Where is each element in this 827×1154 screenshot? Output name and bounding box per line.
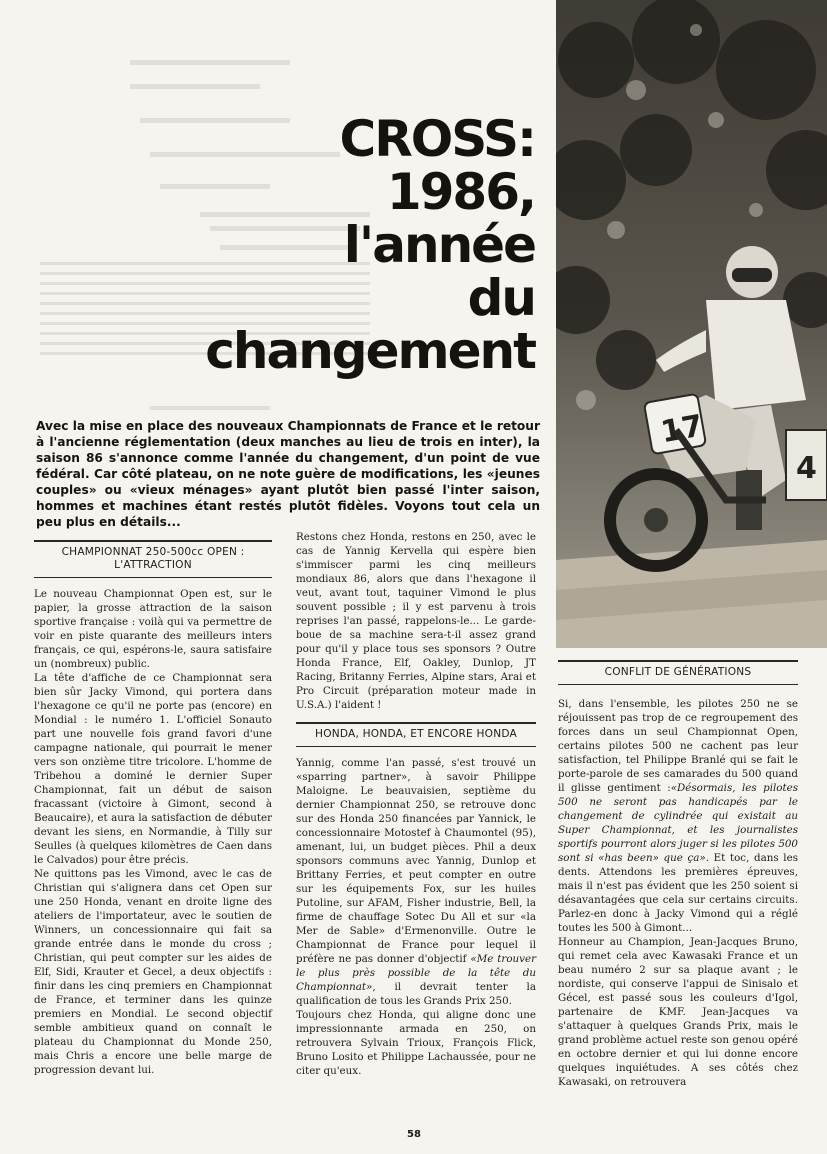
headline-line-3: l'année [343, 216, 535, 274]
column-2 [296, 530, 536, 1078]
intro-paragraph: Avec la mise en place des nouveaux Championnats de France et le retour à l'ancienne réglementation (deux manches au lieu de trois en inter), la saison 86 s'annonce comme l'année du changement, d'un point de vue fédéral. Car côté plateau, on ne note guère de modifications, les «jeunes couples» ou «vieux ménages» ayant plutôt bien passé l'inter saison, hommes et machines étant restés plutôt fidèles. Voyons tout cela un peu plus en détails... [36, 419, 540, 529]
text-run: , il devrait tenter la qualification de tous les Grands Prix 250. [296, 981, 536, 1007]
column-3 [558, 660, 798, 1089]
paragraph: Le nouveau Championnat Open est, sur le papier, la grosse attraction de la saison sportive française : voilà qui va permettre de voir en piste quarante des meilleurs inters français, ce qui, espérons-le, saura satisfaire un (nombreux) public. [34, 588, 272, 670]
text-run: Yannig, comme l'an passé, s'est trouvé un «sparring partner», à savoir Philippe Maloigne. Le beauvaisien, septième du dernier Championnat 250, se retrouve donc sur des Honda 250 financées par Yannick, le concessionnaire Motostef à Chaumontel (95), amenant, lui, un budget pièces. Phil a deux sponsors communs avec Yannig, Dunlop et Brittany Ferries, et peut compter en outre sur les équipements Fox, sur les huiles Putoline, sur AFAM, Fisher industrie, Bell, la firme de chauffage Sotec Du All et sur «la Mer de Sable» d'Ermenonville. Outre le Championnat de France pour lequel il préfère ne pas donner d'objectif [296, 757, 536, 965]
headline [95, 112, 535, 378]
plate-number: 17 [658, 408, 706, 451]
quote: «Désormais, les pilotes 500 ne seront pas handicapés par le changement de cylindrée qui existait au Super Championnat, et les journalistes sportifs pourront alors juger si les pilotes 500 sont si «has been» que ça» [558, 782, 798, 864]
quote: «Me trouver le plus près possible de la tête du Championnat» [296, 953, 536, 993]
headline-line-5: changement [205, 322, 535, 380]
motocross-photo [556, 0, 827, 648]
paragraph: Ne quittons pas les Vimond, avec le cas de Christian qui s'alignera dans cet Open sur une 250 Honda, venant en droite ligne des ateliers de l'importateur, avec le soutien de Winners, un concessionnaire qui fait sa grande entrée dans le monde du cross ; Christian, qui peut compter sur les aides de Elf, Sidi, Krauter et Gecel, a deux objectifs : finir dans les cinq premiers en Championnat de France, et terminer dans les quinze premiers en Mondial. Le second objectif semble ambitieux quand on connaît le plateau du Championnat du Monde 250, mais Chris a encore une belle marge de progression devant lui. [34, 868, 272, 1076]
paragraph [558, 697, 798, 935]
headline-line-2: 1986, [386, 163, 535, 221]
headline-line-4: du [467, 269, 535, 327]
headline-line-1: CROSS: [339, 110, 535, 168]
section-heading-conflit: CONFLIT DE GÉNÉRATIONS [558, 660, 798, 685]
section-heading-honda: HONDA, HONDA, ET ENCORE HONDA [296, 722, 536, 747]
paragraph [296, 756, 536, 1008]
text-run: . Et toc, dans les dents. Attendons les premières épreuves, mais il n'est pas évident que les 250 soient si désavantagées que cela sur certains circuits. Parlez-en donc à Jacky Vimond qui a réglé toutes les 500 à Gimont... [558, 852, 798, 934]
paragraph: Restons chez Honda, restons en 250, avec le cas de Yannig Kervella qui espère bien s'immiscer parmi les cinq meilleurs mondiaux 86, alors que dans l'hexagone il veut, avant tout, taquiner Vimond le plus souvent possible ; il y est parvenu à trois reprises l'an passé, rappelons-le... Le garde-boue de sa machine sera-t-il assez grand pour qu'il y place tous ses sponsors ? Outre Honda France, Elf, Oakley, Dunlop, JT Racing, Britanny Ferries, Alpine stars, Arai et Pro Circuit (préparation moteur made in U.S.A.) l'aident ! [296, 531, 536, 711]
plate-number-2: 4 [796, 451, 817, 486]
paragraph: La tête d'affiche de ce Championnat sera bien sûr Jacky Vimond, qui portera dans l'hexagone ce qu'il ne porte pas (encore) en Mondial : le numéro 1. L'officiel Sonauto part une nouvelle fois grand favori d'une campagne nationale, qui pourrait le mener vers son onzième titre tricolore. L'homme de Tribehou a dominé le dernier Super Championnat, fait un début de saison fracassant (victoire à Gimont, second à Beaucaire), et aura la satisfaction de débuter devant les siens, en Normandie, à Tilly sur Seulles (à quelques kilomètres de Caen dans le Calvados) pour être précis. [34, 672, 272, 866]
paragraph: Honneur au Champion, Jean-Jacques Bruno, qui remet cela avec Kawasaki France et un beau numéro 2 sur sa plaque avant ; le nordiste, qui conserve l'appui de Sinisalo et Gécel, est passé sous les couleurs d'Igol, partenaire de KMF. Jean-Jacques va s'attaquer à quelques Grands Prix, mais le grand problème actuel reste son genou opéré en octobre dernier et qui lui donne encore quelques inquiétudes. A ses côtés chez Kawasaki, on retrouvera [558, 936, 798, 1088]
column-1 [34, 540, 272, 1077]
text-run: Si, dans l'ensemble, les pilotes 250 ne se réjouissent pas trop de ce regroupement des forces dans un seul Championnat Open, certains pilotes 500 ne cachent pas leur satisfaction, tel Philippe Branlé qui se fait le porte-parole de ses camarades du 500 quand il glisse gentiment : [558, 698, 798, 794]
section-heading-open: CHAMPIONNAT 250-500cc OPEN : L'ATTRACTION [34, 540, 272, 578]
page-number: 58 [407, 1129, 421, 1140]
paragraph: Toujours chez Honda, qui aligne donc une impressionnante armada en 250, on retrouvera Sylvain Trioux, François Flick, Bruno Losito et Philippe Lachaussée, pour ne citer qu'eux. [296, 1009, 536, 1077]
